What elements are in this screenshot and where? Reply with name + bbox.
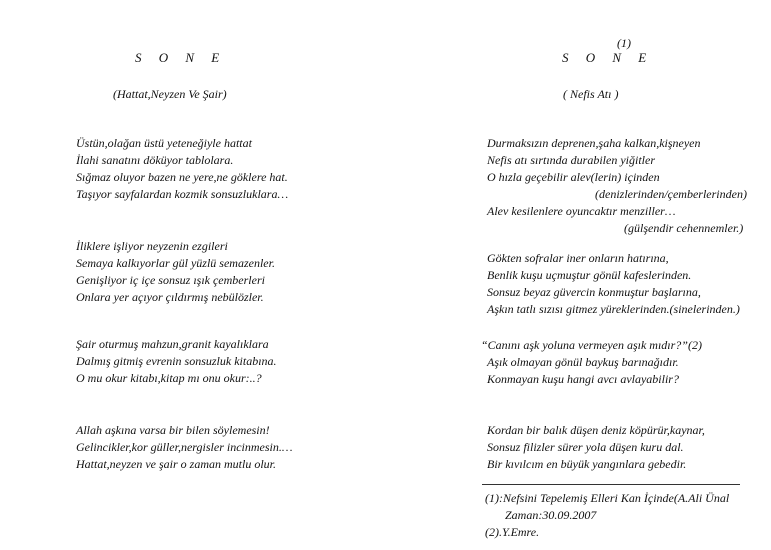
poem-line: Semaya kalkıyorlar gül yüzlü semazenler.: [76, 256, 275, 270]
poem-line: “Canını aşk yoluna vermeyen aşık mıdır?”(2): [481, 338, 702, 352]
footnote-marker: (1): [617, 36, 631, 50]
footnote-divider: [482, 484, 740, 485]
right-stanza-3: [481, 337, 702, 388]
left-stanza-2: [76, 238, 275, 306]
left-stanza-3: [76, 336, 277, 387]
poem-line: Aşkın tatlı sızısı gitmez yüreklerinden.(sinelerinden.): [487, 302, 740, 316]
poem-line: Taşıyor sayfalardan kozmik sonsuzluklara…: [76, 187, 289, 201]
poem-line: Şair oturmuş mahzun,granit kayalıklara: [76, 337, 269, 351]
right-poem-subtitle: ( Nefis Atı ): [563, 87, 619, 101]
footnote-1-line-1: (1):Nefsini Tepelemiş Elleri Kan İçinde(A.Ali Ünal: [485, 491, 730, 505]
poem-line: Gelincikler,kor güller,nergisler incinmesin.…: [76, 440, 293, 454]
left-poem-subtitle: (Hattat,Neyzen Ve Şair): [113, 87, 227, 101]
poem-line: Hattat,neyzen ve şair o zaman mutlu olur.: [76, 457, 276, 471]
poem-line: Allah aşkına varsa bir bilen söylemesin!: [76, 423, 270, 437]
poem-line: Nefis atı sırtında durabilen yiğitler: [487, 153, 655, 167]
poem-line: Alev kesilenlere oyuncaktır menziller…: [487, 204, 676, 218]
right-stanza-2: [487, 250, 740, 318]
poem-line: Aşık olmayan gönül baykuş barınağıdır.: [487, 355, 679, 369]
poem-line: Genişliyor iç içe sonsuz ışık çemberleri: [76, 273, 265, 287]
poem-line-indented: (gülşendir cehennemler.): [624, 221, 744, 235]
poem-line: O mu okur kitabı,kitap mı onu okur:..?: [76, 371, 262, 385]
poem-line: Benlik kuşu uçmuştur gönül kafeslerinden.: [487, 268, 692, 282]
footnote-2: (2).Y.Emre.: [485, 525, 540, 539]
poem-line: Dalmış gitmiş evrenin sonsuzluk kitabına.: [76, 354, 277, 368]
right-stanza-4: [487, 422, 705, 473]
poem-line: Onlara yer açıyor çıldırmış nebülözler.: [76, 290, 264, 304]
poem-line: Bir kıvılcım en büyük yangınlara gebedir.: [487, 457, 687, 471]
poem-line: İliklere işliyor neyzenin ezgileri: [76, 239, 228, 253]
footnote-1-line-2: Zaman:30.09.2007: [505, 508, 597, 522]
poem-line: Gökten sofralar iner onların hatırına,: [487, 251, 669, 265]
left-stanza-1: [76, 135, 288, 203]
left-poem-title: S O N E: [135, 50, 227, 65]
poem-line: Sığmaz oluyor bazen ne yere,ne göklere hat.: [76, 170, 288, 184]
poem-line: İlahi sanatını döküyor tablolara.: [76, 153, 234, 167]
poem-line: O hızla geçebilir alev(lerin) içinden: [487, 170, 660, 184]
right-stanza-1: [487, 135, 747, 237]
poem-line: Kordan bir balık düşen deniz köpürür,kaynar,: [487, 423, 705, 437]
right-poem-title: S O N E: [562, 50, 654, 65]
poem-line: Sonsuz filizler sürer yola düşen kuru dal.: [487, 440, 684, 454]
poem-line: Konmayan kuşu hangi avcı avlayabilir?: [487, 372, 679, 386]
poem-line-indented: (denizlerinden/çemberlerinden): [595, 187, 747, 201]
poem-line: Sonsuz beyaz güvercin konmuştur başlarına,: [487, 285, 701, 299]
left-stanza-4: [76, 422, 293, 473]
poem-line: Durmaksızın deprenen,şaha kalkan,kişneyen: [487, 136, 701, 150]
poem-line: Üstün,olağan üstü yeteneğiyle hattat: [76, 136, 252, 150]
